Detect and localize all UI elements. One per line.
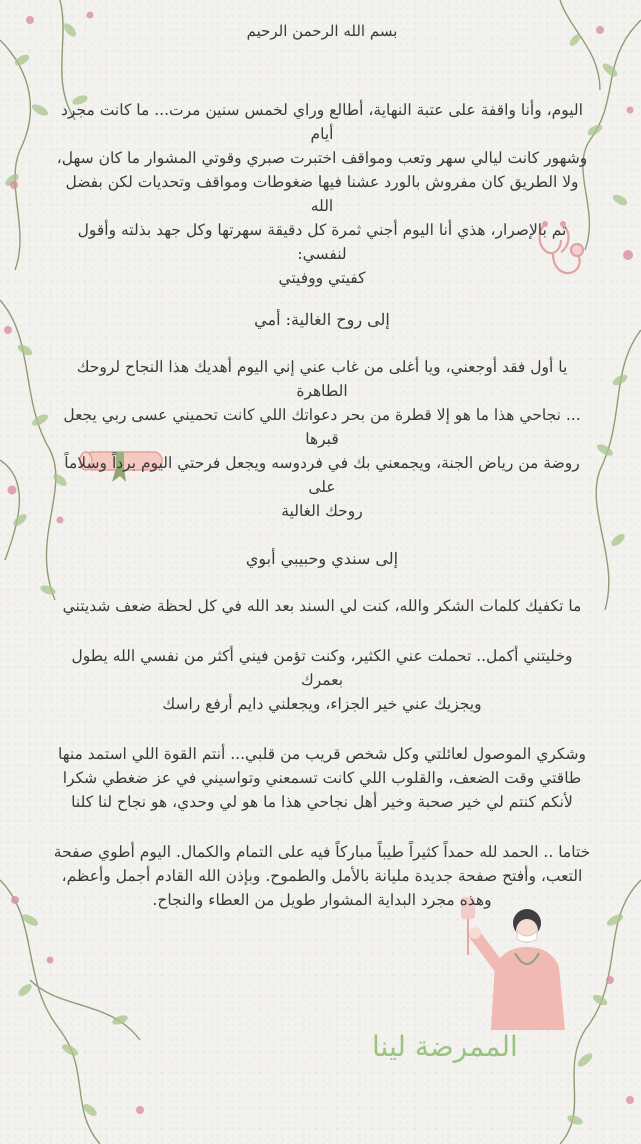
closing-line: وهذه مجرد البداية المشوار طويل من العطاء والنجاح.: [152, 891, 492, 909]
mother-line: يا أول فقد أوجعني، ويا أغلى من غاب عني إني اليوم أهديك هذا النجاح لروحك الطاهرة: [76, 358, 568, 400]
intro-line: كفيتي ووفيتي: [278, 269, 366, 287]
mother-line: روحك الغالية: [281, 502, 363, 520]
father-line: ويجزيك عني خير الجزاء، ويجعلني دايم أرفع راسك: [162, 695, 482, 713]
father-line: بعمرك: [300, 671, 344, 689]
father-line: وخليتني أكمل.. تحملت عني الكثير، وكنت تؤمن فيني أكثر من نفسي الله يطول: [71, 647, 573, 665]
closing-paragraph: [52, 840, 592, 912]
intro-line: اليوم، وأنا واقفة على عتبة النهاية، أطالع وراي لخمس سنين مرت... ما كانت مجرد أيام: [61, 101, 583, 143]
family-line: لأنكم كنتم لي خير صحبة وخير أهل نجاحي هذا ما هو لي وحدي، هو نجاح لنا كلنا: [71, 793, 573, 811]
family-line: وشكري الموصول لعائلتي وكل شخص قريب من قلبي... أنتم القوة اللي استمد منها: [58, 745, 586, 763]
father-paragraph-2: [52, 644, 592, 716]
mother-line: ... نجاحي هذا ما هو إلا قطرة من بحر دعواتك اللي كانت تحميني عسى ربي يجعل قبرها: [63, 406, 581, 448]
closing-line: ختاما .. الحمد لله حمداً كثيراً طيباً مباركاً فيه على التمام والكمال. اليوم أطوي صفحة: [53, 843, 591, 861]
letter-content: [52, 22, 592, 912]
closing-line: التعب، وأفتح صفحة جديدة مليانة بالأمل والطموح. وبإذن الله القادم أجمل وأعظم،: [61, 867, 583, 885]
family-paragraph: [52, 742, 592, 814]
mother-line: روضة من رياض الجنة، ويجمعني بك في فردوسه ويجعل فرحتي اليوم برداً وسلاماً على: [64, 454, 580, 496]
father-heading: إلى سندي وحبيبي أبوي: [245, 549, 399, 568]
intro-line: ولا الطريق كان مفروش بالورد عشنا فيها ضغوطات ومواقف وتحديات لكن بفضل الله: [65, 173, 579, 215]
mother-paragraph: [52, 355, 592, 523]
intro-line: تم بالإصرار، هذي أنا اليوم أجني ثمرة كل دقيقة سهرتها وكل جهد بذلته وأقول لنفسي:: [77, 221, 567, 263]
intro-line: وشهور كانت ليالي سهر وتعب ومواقف اختبرت صبري وقوتي المشوار ما كان سهل،: [56, 149, 588, 167]
family-line: طاقتي وقت الضعف، والقلوب اللي كانت تسمعني وتواسيني في عز ضغطي شكرا: [62, 769, 582, 787]
father-paragraph-1: ما تكفيك كلمات الشكر والله، كنت لي السند بعد الله في كل لحظة ضعف شديتني: [62, 597, 582, 615]
nurse-illustration: [455, 895, 575, 1030]
signature: الممرضة لينا: [372, 1030, 518, 1063]
basmala: بسم الله الرحمن الرحيم: [246, 22, 398, 40]
mother-heading: إلى روح الغالية: أمي: [254, 310, 390, 329]
intro-paragraph: [52, 98, 592, 290]
